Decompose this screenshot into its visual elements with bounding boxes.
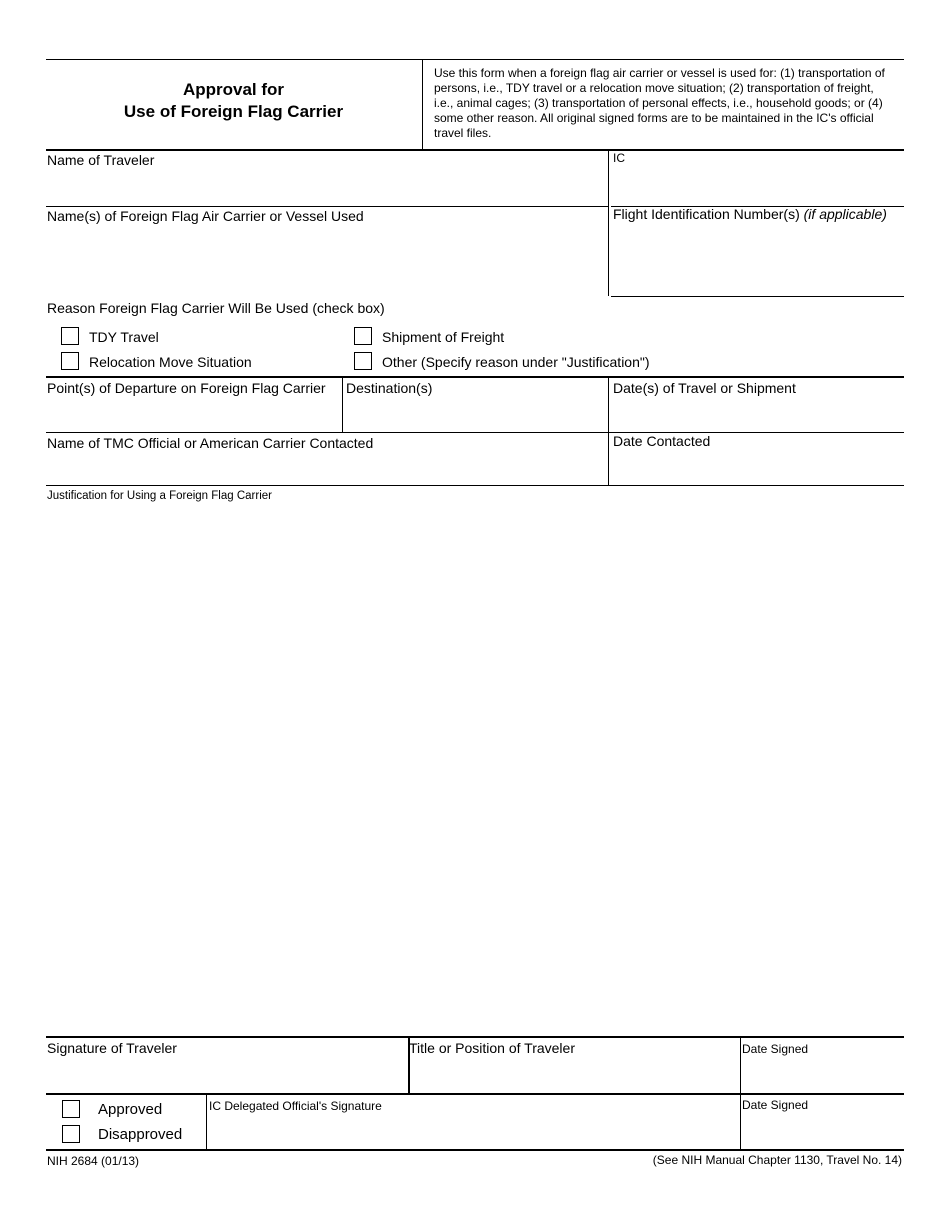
form-instructions: Use this form when a foreign flag air carrier or vessel is used for: (1) transportation of persons, i.e., TDY travel or a relocation move situation; (2) transportation of freight, i.e., animal cages; (3) transportation of personal effects, i.e., household goods; or (4) some other reason. All original signed forms are to be maintained in the IC's official travel files.: [434, 66, 885, 140]
shipment-freight-label: Shipment of Freight: [382, 329, 505, 345]
header-bottom-rule: [46, 149, 904, 151]
official-signature-field[interactable]: [208, 1114, 738, 1147]
destinations-field[interactable]: [344, 397, 606, 431]
form-title: [47, 79, 420, 123]
title-line-2: Use of Foreign Flag Carrier: [123, 102, 344, 121]
row-rule-3-right: [611, 296, 904, 297]
traveler-title-field[interactable]: [411, 1057, 738, 1091]
date-signed-label-1: Date Signed: [742, 1042, 809, 1056]
disapproved-checkbox[interactable]: [62, 1125, 80, 1143]
travel-dates-field[interactable]: [610, 397, 904, 431]
other-reason-checkbox[interactable]: [354, 352, 372, 370]
approved-label: Approved: [98, 1101, 163, 1118]
manual-reference: (See NIH Manual Chapter 1130, Travel No. 14): [652, 1153, 902, 1167]
traveler-name-field[interactable]: [46, 168, 606, 204]
signature-bottom-rule: [46, 1149, 904, 1151]
ic-field[interactable]: [610, 166, 904, 204]
disapproved-label: Disapproved: [98, 1126, 183, 1143]
flight-id-note: (if applicable): [803, 206, 887, 222]
departure-divider: [342, 377, 343, 433]
right-column-divider-1: [608, 150, 609, 296]
destinations-label: Destination(s): [346, 380, 433, 396]
top-rule: [46, 59, 904, 60]
tmc-official-label: Name of TMC Official or American Carrier Contacted: [47, 435, 374, 451]
row-rule-6: [46, 485, 904, 486]
approval-divider: [206, 1094, 207, 1149]
right-column-divider-2: [608, 377, 609, 485]
date-contacted-label: Date Contacted: [613, 433, 711, 449]
flight-id-field[interactable]: [610, 223, 904, 295]
traveler-signature-label: Signature of Traveler: [47, 1040, 177, 1056]
relocation-move-checkbox[interactable]: [61, 352, 79, 370]
tdy-travel-label: TDY Travel: [89, 329, 159, 345]
row-rule-4: [46, 376, 904, 378]
departure-field[interactable]: [46, 397, 340, 431]
justification-label: Justification for Using a Foreign Flag Carrier: [47, 490, 272, 502]
tdy-travel-checkbox[interactable]: [61, 327, 79, 345]
relocation-move-label: Relocation Move Situation: [89, 354, 252, 370]
travel-dates-label: Date(s) of Travel or Shipment: [613, 380, 796, 396]
departure-label: Point(s) of Departure on Foreign Flag Carrier: [47, 380, 326, 396]
date-signed-field-1[interactable]: [742, 1057, 904, 1091]
form-number: NIH 2684 (01/13): [47, 1154, 140, 1168]
header-divider: [422, 59, 423, 150]
carrier-names-label: Name(s) of Foreign Flag Air Carrier or Vessel Used: [47, 208, 364, 224]
traveler-name-label: Name of Traveler: [47, 152, 155, 168]
shipment-freight-checkbox[interactable]: [354, 327, 372, 345]
tmc-official-field[interactable]: [46, 452, 606, 483]
justification-field[interactable]: [46, 506, 904, 1032]
other-reason-label: Other (Specify reason under "Justification"): [382, 354, 650, 370]
row-rule-5: [46, 432, 904, 433]
date-signed-label-2: Date Signed: [742, 1098, 809, 1112]
signature-top-rule: [46, 1036, 904, 1038]
traveler-signature-field[interactable]: [46, 1057, 406, 1091]
flight-id-label: Flight Identification Number(s): [613, 206, 800, 222]
signature-middle-rule: [46, 1093, 904, 1095]
approved-checkbox[interactable]: [62, 1100, 80, 1118]
carrier-names-field[interactable]: [46, 225, 606, 295]
traveler-title-label: Title or Position of Traveler: [409, 1040, 575, 1056]
date-signed-field-2[interactable]: [742, 1113, 904, 1147]
row-rule-2-left: [46, 206, 609, 207]
reason-heading: Reason Foreign Flag Carrier Will Be Used (check box): [47, 300, 385, 316]
title-line-1: Approval for: [182, 80, 285, 99]
ic-label: IC: [613, 151, 625, 165]
date-contacted-field[interactable]: [610, 450, 904, 483]
official-signature-label: IC Delegated Official's Signature: [209, 1099, 382, 1113]
